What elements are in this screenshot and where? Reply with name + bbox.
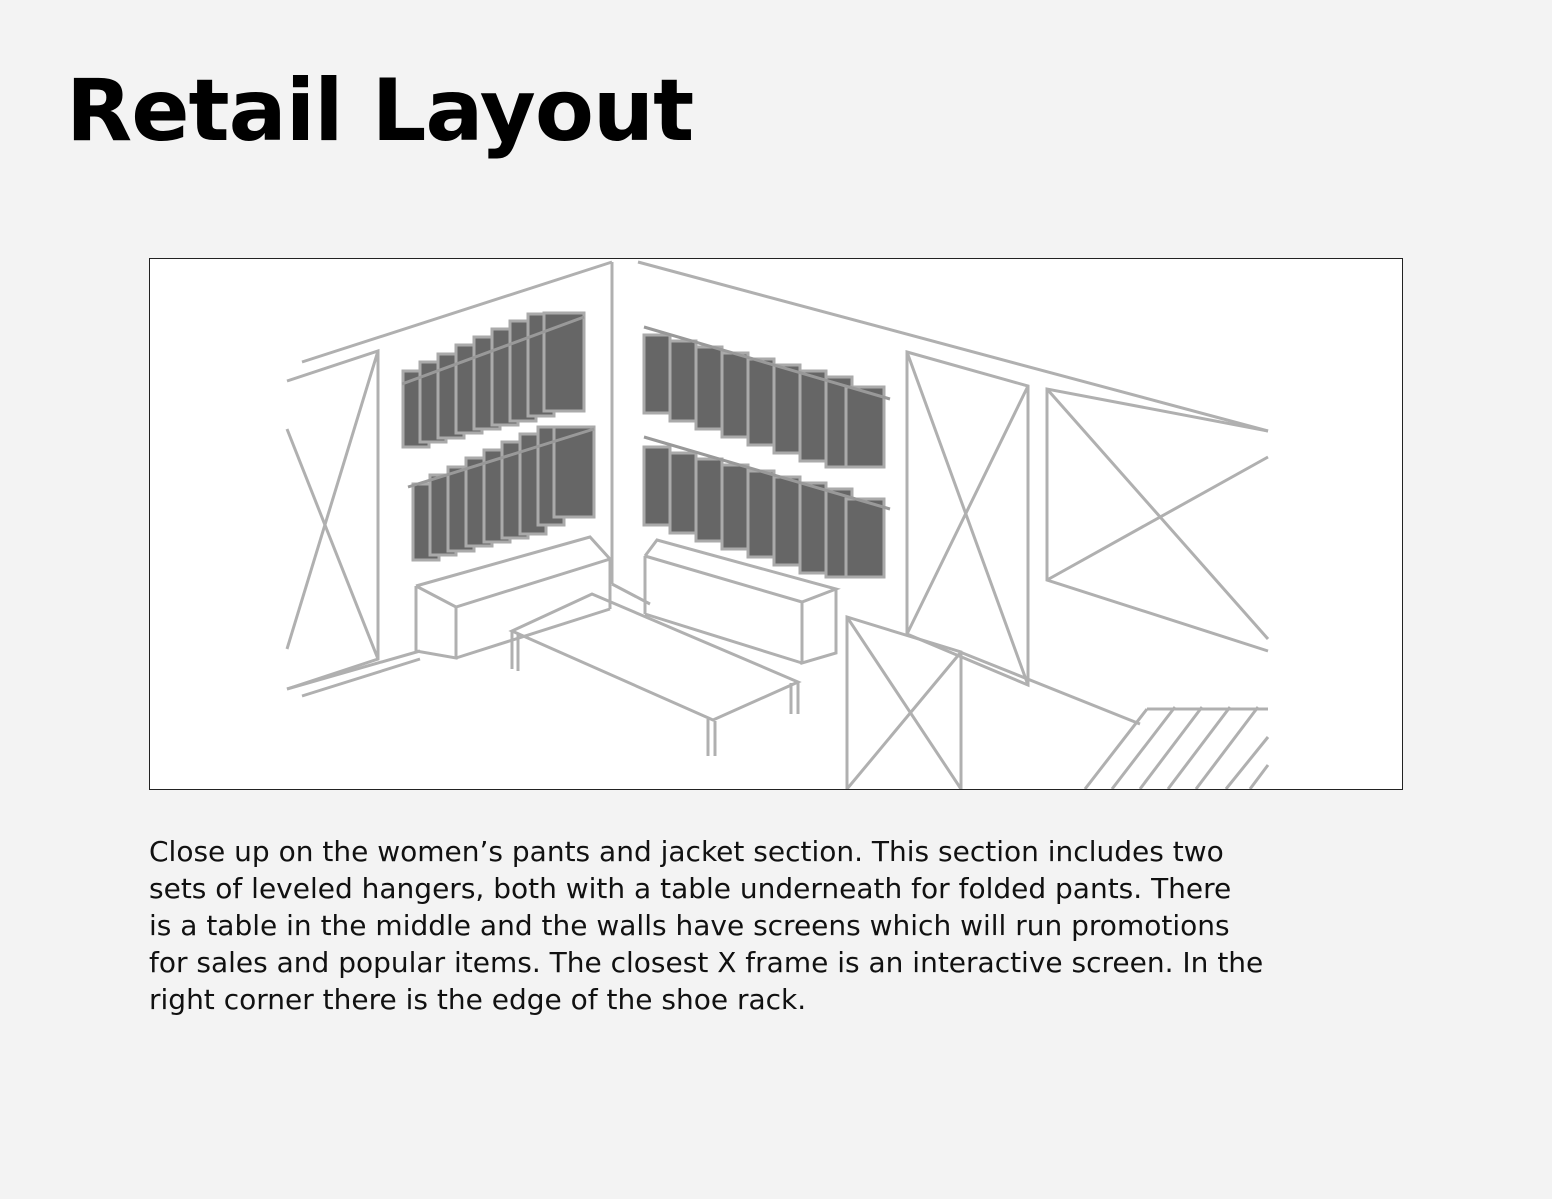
description-caption: Close up on the women’s pants and jacket section. This section includes two sets of leveled hangers, both with a table underneath for folded pants. There is a table in the middle and the walls have screens which will run promotions for sales and popular items. The closest X frame is an interactive screen. In the right corner there is the edge of the shoe rack. (149, 835, 1264, 1016)
shoe-rack-edge (1085, 707, 1268, 789)
store-layout-sketch (149, 258, 1403, 790)
left-hanger-set-lower (408, 427, 594, 560)
right-hanger-set-upper (644, 327, 890, 467)
interactive-screen (847, 617, 961, 789)
store-layout-drawing (150, 259, 1402, 789)
left-wall-screen (287, 351, 378, 689)
back-wall-screen-1 (907, 352, 1028, 685)
page-title: Retail Layout (66, 61, 694, 161)
back-wall-screen-2 (1047, 389, 1268, 651)
